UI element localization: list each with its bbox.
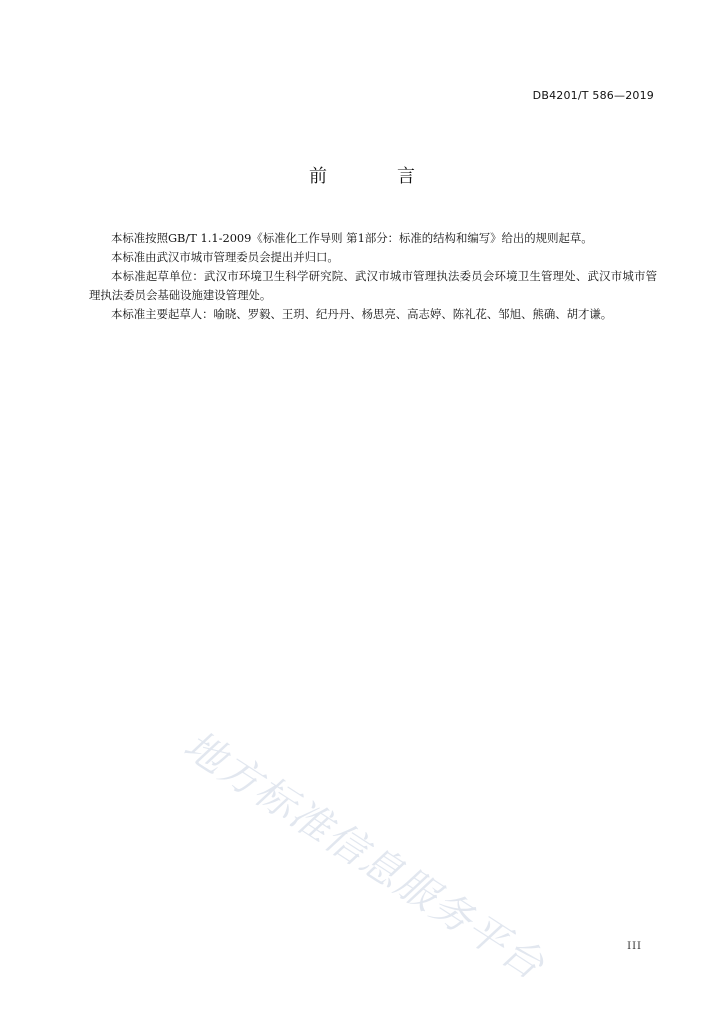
watermark: 地方标准信息服务平台 [175, 722, 553, 990]
foreword-body [89, 229, 657, 324]
page-number: III [627, 941, 642, 952]
paragraph-drafters: 本标准主要起草人：喻晓、罗毅、王玥、纪丹丹、杨思亮、高志婷、陈礼花、邹旭、熊确、胡才谦。 [111, 307, 613, 321]
page-title: 前 言 [309, 166, 441, 187]
document-code: DB4201/T 586—2019 [532, 89, 654, 102]
paragraph-drafting-rules: 本标准按照GB/T 1.1-2009《标准化工作导则 第1部分：标准的结构和编写》给出的规则起草。 [111, 231, 593, 245]
paragraph-drafting-units: 本标准起草单位：武汉市环境卫生科学研究院、武汉市城市管理执法委员会环境卫生管理处、武汉市城市管理执法委员会基础设施建设管理处。 [89, 269, 657, 302]
paragraph-proposer: 本标准由武汉市城市管理委员会提出并归口。 [111, 250, 339, 264]
